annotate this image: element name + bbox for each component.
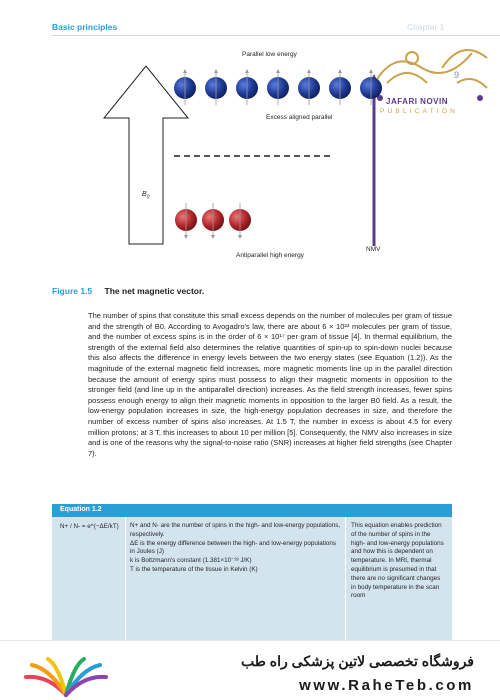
figure-net-magnetic-vector [0, 40, 500, 280]
parallel-spin [360, 69, 382, 105]
parallel-spin [174, 69, 196, 105]
antiparallel-spins [175, 203, 251, 239]
footer-url[interactable]: www.RaheTeb.com [299, 677, 474, 694]
label-antiparallel-high-energy: Antiparallel high energy [236, 252, 304, 259]
footer-banner [0, 640, 500, 700]
label-b0: $B_0$ [142, 191, 150, 201]
figure-title: The net magnetic vector. [104, 286, 205, 296]
definition-item: N+ and N- are the number of spins in the high- and low-energy populations, respectively. [130, 522, 341, 538]
parallel-spins [174, 69, 382, 105]
equation-column-divider [125, 517, 126, 640]
parallel-spin [329, 69, 351, 105]
watermark-name: JAFARI NOVIN [386, 97, 449, 106]
body-paragraph: The number of spins that constitute this small excess depends on the number of molecules per gram of tissue and the strength of B0. According to Avogadro's law, there are about 6 × 10²³ molecules per gram of tissue, and the number of excess spins is in the order of 6 × 10¹⁷ per gram of tissue [4]. In thermal equilibrium, the strength of the external field also determines the relative quantities of spin-up to spin-down nuclei because this also affects the difference in energy levels between the two energy states (see Equation (1.2)). As the magnitude of the external magnetic field increases, more magnetic moments line up in the parallel direction because the amount of energy spins must possess to align their magnetic moments in opposition to the stronger field (and line up in the antiparallel direction) increases. As the field strength increases, fewer spins possess enough energy to align their magnetic moments in opposition to the larger B0 field. As a result, the low-energy population increases in size, the high-energy population decreases in size, and therefore the number of excess number of spins also increases. At 1.5 T, the number in excess is about 4.5 for every million protons; at 3 T, this increases to about 10 per million [5]. Consequently, the NMV also increases in size and is one of the reasons why the signal-to-noise ratio (SNR) increases at higher field strengths (see Chapter 7). [88, 311, 452, 458]
antiparallel-spin [175, 203, 197, 239]
figure-diagram [0, 40, 500, 280]
equation-box [52, 504, 452, 640]
equation-column-divider [345, 517, 346, 640]
parallel-spin [267, 69, 289, 105]
definition-item: ΔE is the energy difference between the high- and low-energy populations in Joules (J) [130, 539, 337, 556]
equation-formula: N+ / N- = e^(−ΔE/kT) [60, 523, 119, 530]
antiparallel-spin [229, 203, 251, 239]
definition-item: k is Boltzmann's constant (1.381×10⁻²³ J/K) [130, 557, 252, 565]
running-head-section: Basic principles [52, 22, 118, 32]
equation-title: Equation 1.2 [60, 506, 102, 513]
figure-caption [52, 286, 204, 296]
watermark-subtitle: PUBLICATION [380, 108, 459, 115]
antiparallel-spin [202, 203, 224, 239]
label-parallel-low-energy: Parallel low energy [242, 51, 297, 58]
equation-definitions [130, 522, 342, 575]
figure-number: Figure 1.5 [52, 286, 93, 296]
parallel-spin [298, 69, 320, 105]
label-excess-aligned-parallel: Excess aligned parallel [266, 114, 333, 121]
definition-item: T is the temperature of the tissue in Kelvin (K) [130, 565, 258, 573]
parallel-spin [205, 69, 227, 105]
book-logo-icon [18, 655, 114, 699]
equation-note: This equation enables prediction of the number of spins in the high- and low-energy populations and how this is dependent on temperature. In MRI, thermal equilibrium is presumed in that there are no significant changes in body temperature in the scan room [351, 522, 444, 600]
footer-persian-text: فروشگاه تخصصی لاتین پزشکی راه طب [241, 653, 474, 669]
nmv-arrow [366, 74, 382, 246]
equation-header [52, 504, 452, 517]
page-number: 9 [454, 70, 460, 80]
running-head-chapter: Chapter 1 [407, 22, 445, 32]
parallel-spin [236, 69, 258, 105]
label-nmv: NMV [366, 246, 381, 253]
